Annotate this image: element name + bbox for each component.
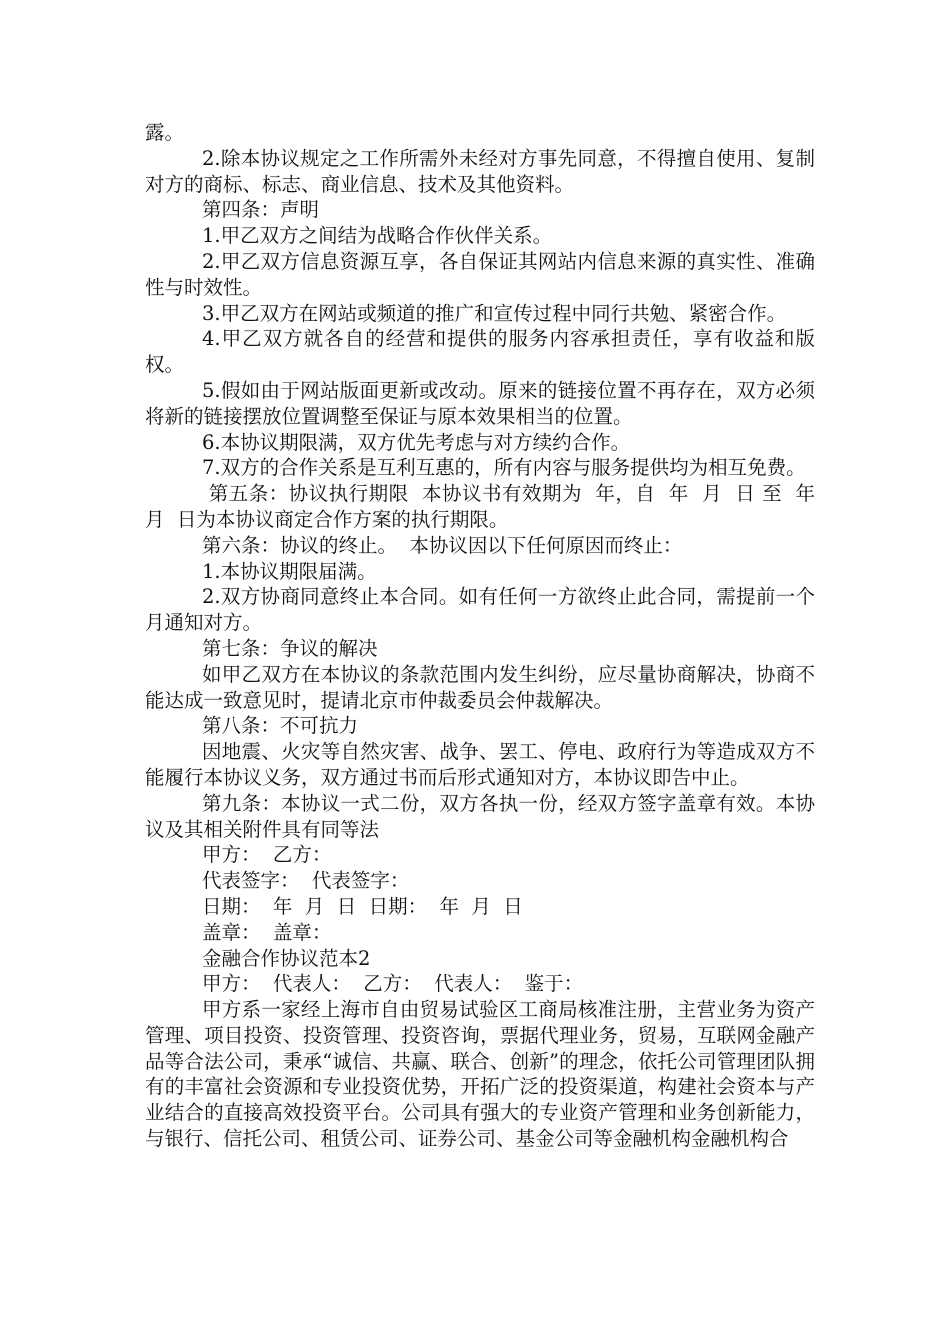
paragraph-article-8: 因地震、火灾等自然灾害、战争、罢工、停电、政府行为等造成双方不能履行本协议义务，双方通过书而后形式通知对方，本协议即告中止。 (145, 740, 815, 789)
sample-2-party-a-description: 甲方系一家经上海市自由贸易试验区工商局核准注册，主营业务为资产管理、项目投资、投资管理、投资咨询，票据代理业务，贸易，互联网金融产品等合法公司，秉承“诚信、共赢、联合、创新”的理念，依托公司管理团队拥有的丰富社会资源和专业投资优势，开拓广泛的投资渠道，构建社会资本与产业结合的直接高效投资平台。公司具有强大的专业资产管理和业务创新能力，与银行、信托公司、租赁公司、证券公司、基金公司等金融机构金融机构合 (145, 998, 815, 1151)
paragraph-article-4-item-6: 6.本协议期限满，双方优先考虑与对方续约合作。 (202, 430, 631, 454)
paragraph-article-6-item-1: 1.本协议期限届满。 (202, 559, 377, 583)
signature-seals: 盖章： 盖章： (202, 920, 332, 944)
paragraph-article-4-item-7: 7.双方的合作关系是互利互惠的，所有内容与服务提供均为相互免费。 (202, 456, 806, 480)
sample-2-parties: 甲方： 代表人： 乙方： 代表人： 鉴于： (202, 972, 584, 996)
paragraph-clause-3-item-2: 2.除本协议规定之工作所需外未经对方事先同意，不得擅自使用、复制对方的商标、标志、商业信息、技术及其他资料。 (145, 146, 815, 196)
signature-parties: 甲方： 乙方： (202, 843, 332, 867)
paragraph-article-4-item-1: 1.甲乙双方之间结为战略合作伙伴关系。 (202, 224, 553, 248)
signature-dates: 日期： 年 月 日 日期： 年 月 日 (202, 894, 523, 918)
paragraph-article-4-item-5: 5.假如由于网站版面更新或改动。原来的链接位置不再存在，双方必须将新的链接摆放位置调整至保证与原本效果相当的位置。 (145, 378, 815, 428)
heading-article-6: 第六条：协议的终止。 本协议因以下任何原因而终止： (202, 533, 683, 557)
paragraph-article-7: 如甲乙双方在本协议的条款范围内发生纠纷，应尽量协商解决，协商不能达成一致意见时，提请北京市仲裁委员会仲裁解决。 (145, 662, 815, 712)
paragraph-article-4-item-4: 4.甲乙双方就各自的经营和提供的服务内容承担责任，享有收益和版权。 (145, 327, 815, 377)
paragraph-article-4-item-2: 2.甲乙双方信息资源互享，各自保证其网站内信息来源的真实性、准确性与时效性。 (145, 249, 815, 299)
document-body (145, 120, 828, 1152)
heading-article-7: 第七条：争议的解决 (202, 636, 378, 660)
paragraph-article-9: 第九条：本协议一式二份，双方各执一份，经双方签字盖章有效。本协议及其相关附件具有同等法 (145, 791, 815, 841)
paragraph-article-6-item-2: 2.双方协商同意终止本合同。如有任何一方欲终止此合同，需提前一个月通知对方。 (145, 585, 815, 635)
paragraph-article-4-item-3: 3.甲乙双方在网站或频道的推广和宣传过程中同行共勉、紧密合作。 (202, 301, 787, 325)
heading-article-8: 第八条：不可抗力 (202, 714, 359, 738)
heading-article-4: 第四条：声明 (202, 198, 320, 222)
paragraph-continuation: 露。 (145, 121, 185, 144)
sample-2-title: 金融合作协议范本2 (202, 946, 371, 970)
signature-representatives: 代表签字： 代表签字： (202, 869, 410, 893)
paragraph-article-5: 第五条：协议执行期限 本协议书有效期为 年，自 年 月 日 至 年 月 日为本协议商定合作方案的执行期限。 (145, 482, 828, 531)
